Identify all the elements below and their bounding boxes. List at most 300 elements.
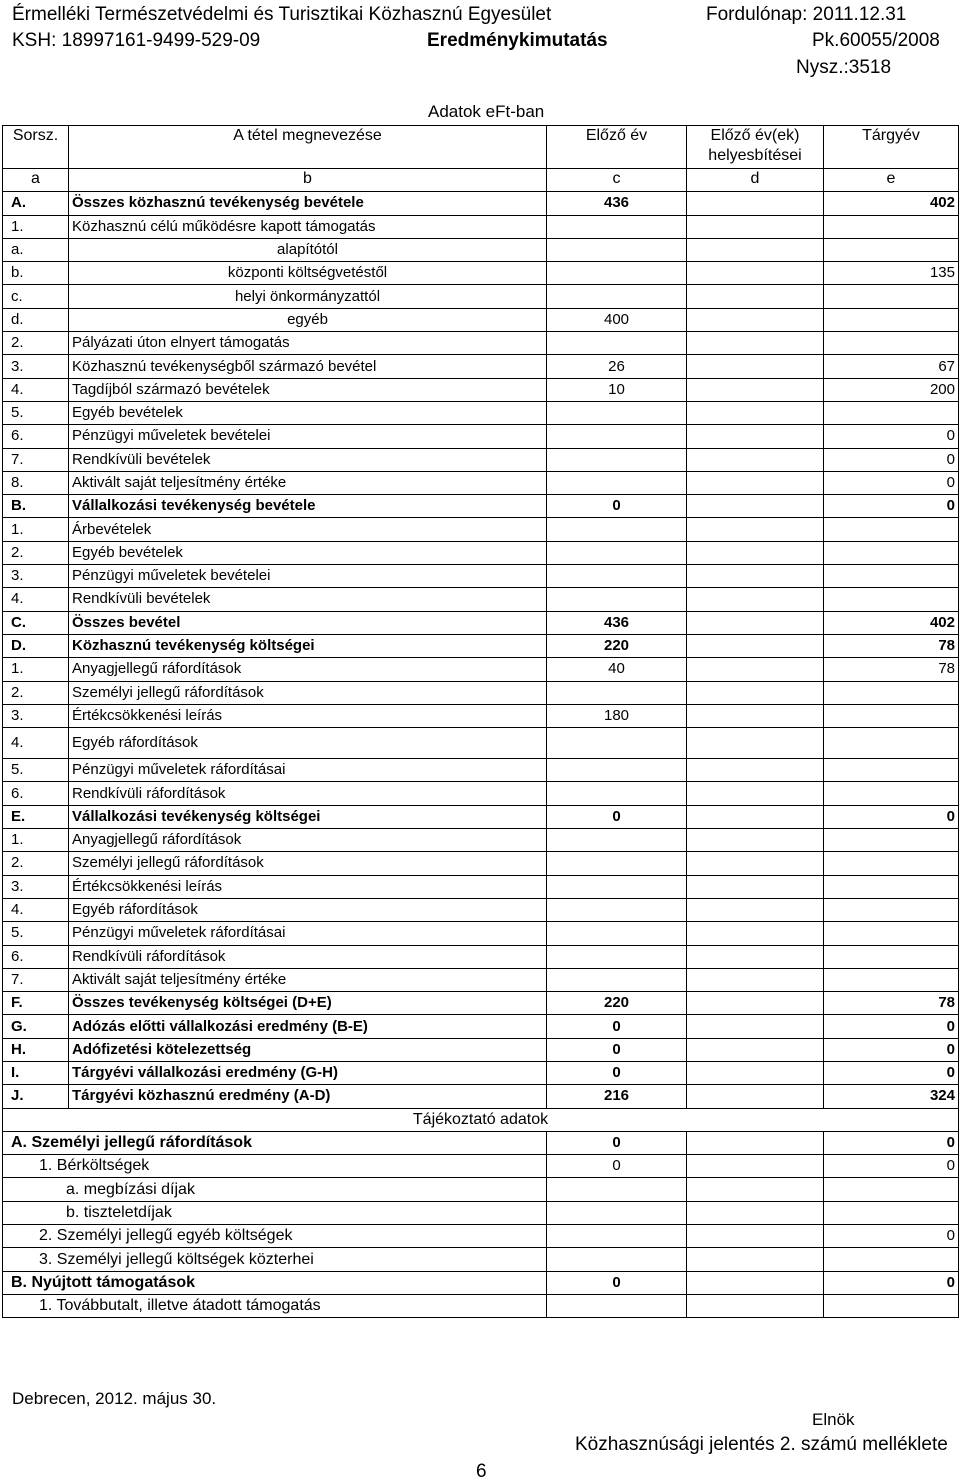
page-number: 6 xyxy=(476,1461,487,1482)
row-corrections xyxy=(687,308,824,331)
row-sorsz: b. xyxy=(3,262,69,285)
row-corrections xyxy=(687,238,824,261)
row-prev xyxy=(547,922,687,945)
row-curr xyxy=(824,759,959,782)
info-curr xyxy=(824,1248,959,1271)
row-sorsz: 8. xyxy=(3,471,69,494)
row-prev xyxy=(547,425,687,448)
row-curr xyxy=(824,285,959,308)
row-curr: 200 xyxy=(824,378,959,401)
table-row xyxy=(3,945,959,968)
row-sorsz: 6. xyxy=(3,782,69,805)
row-curr: 78 xyxy=(824,992,959,1015)
row-prev: 0 xyxy=(547,805,687,828)
row-prev: 220 xyxy=(547,634,687,657)
row-sorsz: J. xyxy=(3,1085,69,1108)
row-prev: 0 xyxy=(547,1015,687,1038)
table-row xyxy=(3,262,959,285)
row-corrections xyxy=(687,634,824,657)
closing-date: Fordulónap: 2011.12.31 xyxy=(706,4,907,25)
letter-c: c xyxy=(547,169,687,192)
row-corrections xyxy=(687,262,824,285)
row-label: Értékcsökkenési leírás xyxy=(69,875,547,898)
row-label: Rendkívüli bevételek xyxy=(69,448,547,471)
row-curr: 402 xyxy=(824,611,959,634)
info-row xyxy=(3,1248,959,1271)
row-sorsz: 1. xyxy=(3,658,69,681)
row-prev xyxy=(547,332,687,355)
info-corrections xyxy=(687,1155,824,1178)
row-prev: 0 xyxy=(547,1038,687,1061)
info-prev xyxy=(547,1225,687,1248)
row-curr: 0 xyxy=(824,425,959,448)
row-corrections xyxy=(687,658,824,681)
row-curr: 78 xyxy=(824,634,959,657)
row-prev xyxy=(547,968,687,991)
row-label: Árbevételek xyxy=(69,518,547,541)
table-row xyxy=(3,471,959,494)
row-label: Közhasznú tevékenységből származó bevétel xyxy=(69,355,547,378)
page-title: Eredménykimutatás xyxy=(427,30,608,51)
column-header-row xyxy=(3,126,959,169)
row-prev xyxy=(547,401,687,424)
row-curr: 67 xyxy=(824,355,959,378)
row-prev xyxy=(547,262,687,285)
row-curr: 0 xyxy=(824,471,959,494)
row-sorsz: 1. xyxy=(3,829,69,852)
row-corrections xyxy=(687,1061,824,1084)
row-curr xyxy=(824,541,959,564)
row-prev: 400 xyxy=(547,308,687,331)
row-sorsz: a. xyxy=(3,238,69,261)
info-corrections xyxy=(687,1178,824,1201)
row-prev: 40 xyxy=(547,658,687,681)
row-curr xyxy=(824,898,959,921)
info-label: 1. Bérköltségek xyxy=(3,1155,547,1178)
info-label: 2. Személyi jellegű egyéb költségek xyxy=(3,1225,547,1248)
table-row xyxy=(3,829,959,852)
row-corrections xyxy=(687,805,824,828)
row-prev: 436 xyxy=(547,192,687,215)
row-sorsz: 5. xyxy=(3,922,69,945)
row-label: Pénzügyi műveletek ráfordításai xyxy=(69,922,547,945)
row-curr: 324 xyxy=(824,1085,959,1108)
info-title-row xyxy=(3,1108,959,1131)
table-row xyxy=(3,448,959,471)
row-prev xyxy=(547,285,687,308)
row-sorsz: D. xyxy=(3,634,69,657)
row-prev xyxy=(547,829,687,852)
row-label: Pályázati úton elnyert támogatás xyxy=(69,332,547,355)
info-prev xyxy=(547,1201,687,1224)
row-label: Rendkívüli bevételek xyxy=(69,588,547,611)
row-sorsz: d. xyxy=(3,308,69,331)
row-corrections xyxy=(687,285,824,308)
row-curr xyxy=(824,782,959,805)
row-sorsz: G. xyxy=(3,1015,69,1038)
row-sorsz: 2. xyxy=(3,852,69,875)
table-row xyxy=(3,1085,959,1108)
table-row xyxy=(3,782,959,805)
info-prev: 0 xyxy=(547,1131,687,1154)
row-curr xyxy=(824,968,959,991)
table-row xyxy=(3,805,959,828)
ksh-number: KSH: 18997161-9499-529-09 xyxy=(12,30,261,51)
table-row xyxy=(3,728,959,759)
row-sorsz: 4. xyxy=(3,728,69,759)
row-label: Összes tevékenység költségei (D+E) xyxy=(69,992,547,1015)
row-label: Egyéb bevételek xyxy=(69,541,547,564)
row-curr xyxy=(824,852,959,875)
row-prev xyxy=(547,782,687,805)
info-label: B. Nyújtott támogatások xyxy=(3,1271,547,1294)
row-corrections xyxy=(687,378,824,401)
row-prev xyxy=(547,945,687,968)
annex-note: Közhasznúsági jelentés 2. számú melléklete xyxy=(575,1434,948,1455)
table-row xyxy=(3,611,959,634)
info-row xyxy=(3,1271,959,1294)
row-corrections xyxy=(687,728,824,759)
table-row xyxy=(3,658,959,681)
row-sorsz: 5. xyxy=(3,401,69,424)
letter-d: d xyxy=(687,169,824,192)
row-corrections xyxy=(687,875,824,898)
row-sorsz: C. xyxy=(3,611,69,634)
row-prev xyxy=(547,759,687,782)
info-curr: 0 xyxy=(824,1155,959,1178)
row-corrections xyxy=(687,759,824,782)
row-label: Pénzügyi műveletek bevételei xyxy=(69,565,547,588)
info-label: A. Személyi jellegű ráfordítások xyxy=(3,1131,547,1154)
row-label: központi költségvetéstől xyxy=(69,262,547,285)
row-prev: 0 xyxy=(547,495,687,518)
row-corrections xyxy=(687,448,824,471)
info-curr xyxy=(824,1178,959,1201)
row-corrections xyxy=(687,425,824,448)
info-corrections xyxy=(687,1294,824,1317)
row-prev xyxy=(547,898,687,921)
row-curr xyxy=(824,875,959,898)
row-prev: 0 xyxy=(547,1061,687,1084)
row-prev: 180 xyxy=(547,704,687,727)
row-sorsz: c. xyxy=(3,285,69,308)
row-prev: 220 xyxy=(547,992,687,1015)
row-prev xyxy=(547,852,687,875)
row-label: Összes bevétel xyxy=(69,611,547,634)
row-label: Rendkívüli ráfordítások xyxy=(69,782,547,805)
row-label: Egyéb ráfordítások xyxy=(69,898,547,921)
info-title: Tájékoztató adatok xyxy=(3,1108,959,1131)
col-curr: Tárgyév xyxy=(824,126,959,169)
row-corrections xyxy=(687,681,824,704)
row-corrections xyxy=(687,541,824,564)
row-label: Tagdíjból származó bevételek xyxy=(69,378,547,401)
info-prev xyxy=(547,1294,687,1317)
row-curr xyxy=(824,704,959,727)
info-corrections xyxy=(687,1271,824,1294)
row-label: Közhasznú tevékenység költségei xyxy=(69,634,547,657)
row-label: Összes közhasznú tevékenység bevétele xyxy=(69,192,547,215)
info-label: a. megbízási díjak xyxy=(3,1178,547,1201)
row-sorsz: 2. xyxy=(3,681,69,704)
row-corrections xyxy=(687,829,824,852)
row-curr xyxy=(824,565,959,588)
row-sorsz: F. xyxy=(3,992,69,1015)
row-label: helyi önkormányzattól xyxy=(69,285,547,308)
col-corrections xyxy=(687,126,824,169)
row-sorsz: 2. xyxy=(3,332,69,355)
row-corrections xyxy=(687,704,824,727)
table-row xyxy=(3,968,959,991)
row-corrections xyxy=(687,1085,824,1108)
table-row xyxy=(3,852,959,875)
row-prev xyxy=(547,238,687,261)
row-label: egyéb xyxy=(69,308,547,331)
row-sorsz: 6. xyxy=(3,945,69,968)
table-row xyxy=(3,634,959,657)
table-row xyxy=(3,192,959,215)
table-row xyxy=(3,495,959,518)
row-corrections xyxy=(687,355,824,378)
row-sorsz: 3. xyxy=(3,875,69,898)
row-label: Rendkívüli ráfordítások xyxy=(69,945,547,968)
row-label: Egyéb bevételek xyxy=(69,401,547,424)
row-corrections xyxy=(687,782,824,805)
row-curr xyxy=(824,681,959,704)
row-curr: 0 xyxy=(824,805,959,828)
row-curr xyxy=(824,588,959,611)
info-prev: 0 xyxy=(547,1155,687,1178)
row-label: Adózás előtti vállalkozási eredmény (B-E) xyxy=(69,1015,547,1038)
info-prev: 0 xyxy=(547,1271,687,1294)
row-label: Közhasznú célú működésre kapott támogatás xyxy=(69,215,547,238)
table-row xyxy=(3,992,959,1015)
row-label: Aktivált saját teljesítmény értéke xyxy=(69,968,547,991)
row-corrections xyxy=(687,192,824,215)
table-row xyxy=(3,285,959,308)
row-curr: 0 xyxy=(824,1061,959,1084)
row-label: Személyi jellegű ráfordítások xyxy=(69,852,547,875)
row-curr xyxy=(824,215,959,238)
row-prev xyxy=(547,518,687,541)
table-row xyxy=(3,875,959,898)
row-label: Tárgyévi közhasznú eredmény (A-D) xyxy=(69,1085,547,1108)
info-corrections xyxy=(687,1225,824,1248)
row-curr: 135 xyxy=(824,262,959,285)
info-row xyxy=(3,1131,959,1154)
table-row xyxy=(3,401,959,424)
info-row xyxy=(3,1225,959,1248)
row-prev xyxy=(547,728,687,759)
info-corrections xyxy=(687,1201,824,1224)
table-row xyxy=(3,898,959,921)
table-row xyxy=(3,238,959,261)
col-corr-line1: Előző év(ek) xyxy=(710,127,800,144)
row-prev xyxy=(547,588,687,611)
row-sorsz: E. xyxy=(3,805,69,828)
row-prev: 216 xyxy=(547,1085,687,1108)
row-curr xyxy=(824,332,959,355)
row-sorsz: 7. xyxy=(3,968,69,991)
row-sorsz: 5. xyxy=(3,759,69,782)
row-curr: 402 xyxy=(824,192,959,215)
info-row xyxy=(3,1201,959,1224)
col-sorsz: Sorsz. xyxy=(3,126,69,169)
row-corrections xyxy=(687,588,824,611)
row-label: Pénzügyi műveletek ráfordításai xyxy=(69,759,547,782)
letter-e: e xyxy=(824,169,959,192)
row-prev: 10 xyxy=(547,378,687,401)
row-corrections xyxy=(687,945,824,968)
row-curr: 0 xyxy=(824,448,959,471)
table-row xyxy=(3,215,959,238)
info-label: b. tiszteletdíjak xyxy=(3,1201,547,1224)
row-curr xyxy=(824,922,959,945)
row-curr xyxy=(824,238,959,261)
row-sorsz: 6. xyxy=(3,425,69,448)
table-row xyxy=(3,565,959,588)
row-corrections xyxy=(687,968,824,991)
info-label: 3. Személyi jellegű költségek közterhei xyxy=(3,1248,547,1271)
row-sorsz: I. xyxy=(3,1061,69,1084)
org-name: Érmelléki Természetvédelmi és Turisztikai Közhasznú Egyesület xyxy=(12,4,552,25)
row-corrections xyxy=(687,401,824,424)
row-label: Vállalkozási tevékenység költségei xyxy=(69,805,547,828)
table-row xyxy=(3,355,959,378)
nysz-number: Nysz.:3518 xyxy=(796,57,892,78)
info-prev xyxy=(547,1248,687,1271)
row-prev xyxy=(547,471,687,494)
table-row xyxy=(3,759,959,782)
row-curr: 78 xyxy=(824,658,959,681)
pk-number: Pk.60055/2008 xyxy=(812,30,940,51)
row-corrections xyxy=(687,332,824,355)
info-curr: 0 xyxy=(824,1131,959,1154)
table-row xyxy=(3,378,959,401)
col-name: A tétel megnevezése xyxy=(69,126,547,169)
table-row xyxy=(3,704,959,727)
row-label: Anyagjellegű ráfordítások xyxy=(69,658,547,681)
table-row xyxy=(3,681,959,704)
col-prev: Előző év xyxy=(547,126,687,169)
info-corrections xyxy=(687,1248,824,1271)
row-curr: 0 xyxy=(824,1038,959,1061)
table-row xyxy=(3,518,959,541)
row-corrections xyxy=(687,611,824,634)
letter-b: b xyxy=(69,169,547,192)
row-curr xyxy=(824,829,959,852)
row-prev xyxy=(547,565,687,588)
row-label: Vállalkozási tevékenység bevétele xyxy=(69,495,547,518)
info-curr xyxy=(824,1294,959,1317)
row-corrections xyxy=(687,518,824,541)
table-row xyxy=(3,1061,959,1084)
info-prev xyxy=(547,1178,687,1201)
row-corrections xyxy=(687,565,824,588)
row-curr xyxy=(824,728,959,759)
table-row xyxy=(3,922,959,945)
row-label: Személyi jellegű ráfordítások xyxy=(69,681,547,704)
row-label: Egyéb ráfordítások xyxy=(69,728,547,759)
row-sorsz: 7. xyxy=(3,448,69,471)
info-corrections xyxy=(687,1131,824,1154)
signer-role: Elnök xyxy=(812,1410,855,1429)
column-letter-row xyxy=(3,169,959,192)
table-row xyxy=(3,588,959,611)
info-row xyxy=(3,1178,959,1201)
row-prev xyxy=(547,541,687,564)
row-sorsz: 2. xyxy=(3,541,69,564)
table-row xyxy=(3,541,959,564)
info-curr: 0 xyxy=(824,1225,959,1248)
row-label: Pénzügyi műveletek bevételei xyxy=(69,425,547,448)
row-corrections xyxy=(687,495,824,518)
row-label: Tárgyévi vállalkozási eredmény (G-H) xyxy=(69,1061,547,1084)
row-sorsz: 3. xyxy=(3,355,69,378)
row-sorsz: B. xyxy=(3,495,69,518)
row-curr: 0 xyxy=(824,1015,959,1038)
row-curr xyxy=(824,308,959,331)
row-prev xyxy=(547,875,687,898)
row-prev: 26 xyxy=(547,355,687,378)
table-row xyxy=(3,308,959,331)
row-prev xyxy=(547,215,687,238)
table-row xyxy=(3,1038,959,1061)
row-corrections xyxy=(687,852,824,875)
row-label: Anyagjellegű ráfordítások xyxy=(69,829,547,852)
row-sorsz: 4. xyxy=(3,378,69,401)
table-row xyxy=(3,425,959,448)
row-sorsz: 1. xyxy=(3,518,69,541)
row-label: Adófizetési kötelezettség xyxy=(69,1038,547,1061)
row-sorsz: 4. xyxy=(3,588,69,611)
info-curr xyxy=(824,1201,959,1224)
unit-note: Adatok eFt-ban xyxy=(428,102,545,121)
info-curr: 0 xyxy=(824,1271,959,1294)
row-corrections xyxy=(687,471,824,494)
row-sorsz: 3. xyxy=(3,565,69,588)
info-row xyxy=(3,1294,959,1317)
income-statement-table xyxy=(2,125,959,1318)
row-curr xyxy=(824,945,959,968)
row-label: alapítótól xyxy=(69,238,547,261)
row-corrections xyxy=(687,922,824,945)
row-sorsz: 3. xyxy=(3,704,69,727)
row-sorsz: 4. xyxy=(3,898,69,921)
row-curr xyxy=(824,401,959,424)
row-label: Értékcsökkenési leírás xyxy=(69,704,547,727)
row-corrections xyxy=(687,1038,824,1061)
row-prev xyxy=(547,448,687,471)
row-corrections xyxy=(687,1015,824,1038)
letter-a: a xyxy=(3,169,69,192)
col-corr-line2: helyesbítései xyxy=(708,147,802,164)
row-sorsz: H. xyxy=(3,1038,69,1061)
row-prev: 436 xyxy=(547,611,687,634)
table-row xyxy=(3,1015,959,1038)
row-corrections xyxy=(687,992,824,1015)
row-prev xyxy=(547,681,687,704)
row-curr xyxy=(824,518,959,541)
row-curr: 0 xyxy=(824,495,959,518)
row-corrections xyxy=(687,215,824,238)
table-row xyxy=(3,332,959,355)
row-sorsz: A. xyxy=(3,192,69,215)
row-label: Aktivált saját teljesítmény értéke xyxy=(69,471,547,494)
row-corrections xyxy=(687,898,824,921)
info-label: 1. Továbbutalt, illetve átadott támogatás xyxy=(3,1294,547,1317)
row-sorsz: 1. xyxy=(3,215,69,238)
